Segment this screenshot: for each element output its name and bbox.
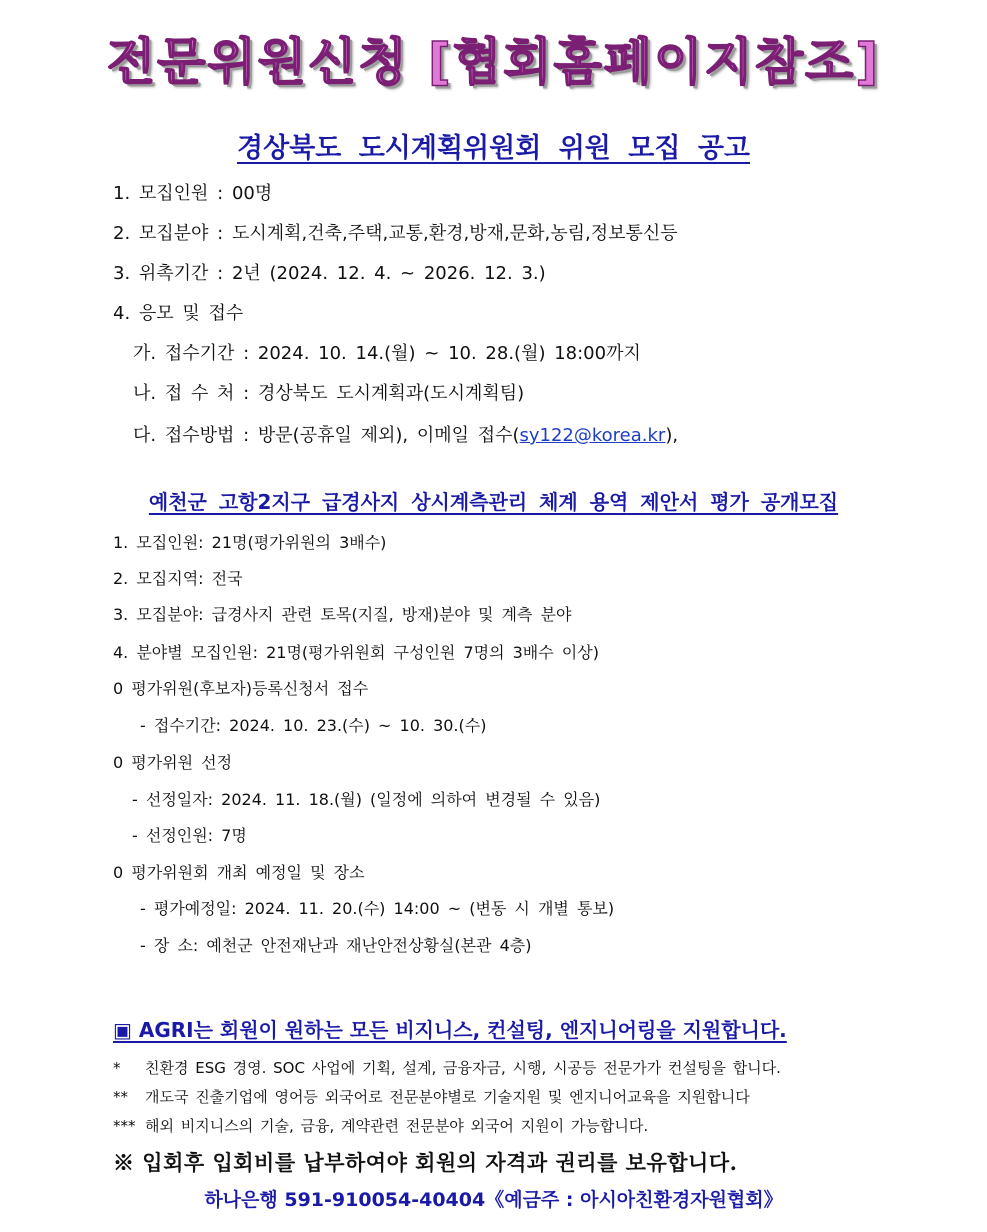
s2-item-meeting-date: - 평가예정일: 2024. 11. 20.(수) 14:00 ~ (변동 시 개별 통보) [140, 899, 615, 918]
agri-note-2 [113, 1087, 750, 1107]
s1-item-office: 나. 접 수 처 : 경상북도 도시계획과(도시계획팀) [133, 383, 525, 404]
s1-item-recruit-count: 1. 모집인원 : 00명 [113, 183, 273, 204]
s1-item-method [133, 424, 678, 448]
s1-item-apply: 4. 응모 및 접수 [113, 303, 244, 324]
s1-item-period: 가. 접수기간 : 2024. 10. 14.(월) ~ 10. 28.(월) 18:00까지 [133, 343, 641, 364]
s1-item-field: 2. 모집분야 : 도시계획,건축,주택,교통,환경,방재,문화,농림,정보통신등 [113, 223, 678, 244]
agri-note-1-text: 친환경 ESG 경영. SOC 사업에 기획, 설계, 금융자금, 시행, 시공등 전문가가 컨설팅을 합니다. [145, 1059, 781, 1077]
s2-item-field: 3. 모집분야: 급경사지 관련 토목(지질, 방재)분야 및 계측 분야 [113, 605, 572, 624]
email-link[interactable]: sy122@korea.kr [519, 425, 666, 446]
agri-note-1-mark: * [113, 1059, 121, 1077]
bank-account: 하나은행 591-910054-40404《예금주 : 아시아친환경자원협회》 [204, 1189, 783, 1211]
s2-item-meeting-place: - 장 소: 예천군 안전재난과 재난안전상황실(본관 4층) [140, 936, 532, 955]
membership-notice: ※ 입회후 입회비를 납부하여야 회원의 자격과 권리를 보유합니다. [113, 1150, 738, 1175]
agri-note-2-text: 개도국 진출기업에 영어등 외국어로 전문분야별로 기술지원 및 엔지니어교육을 지원합니다 [145, 1088, 750, 1106]
s1-item-term: 3. 위촉기간 : 2년 (2024. 12. 4. ~ 2026. 12. 3.) [113, 263, 546, 284]
agri-note-3-text: 해외 비지니스의 기술, 금융, 계약관련 전문분야 외국어 지원이 가능합니다. [145, 1117, 649, 1135]
section1-title: 경상북도 도시계획위원회 위원 모집 공고 [237, 133, 750, 164]
s2-item-meeting: 0 평가위원회 개최 예정일 및 장소 [113, 863, 365, 882]
s1-method-suffix: ), [665, 425, 679, 446]
banner-title: 전문위원신청 [협회홈페이지참조] [106, 33, 881, 91]
agri-note-2-mark: ** [113, 1088, 128, 1106]
s2-item-region: 2. 모집지역: 전국 [113, 569, 243, 588]
section2-title: 예천군 고항2지구 급경사지 상시계측관리 체계 용역 제안서 평가 공개모집 [148, 490, 839, 514]
agri-note-1 [113, 1058, 781, 1078]
s2-item-reg-period: - 접수기간: 2024. 10. 23.(수) ~ 10. 30.(수) [140, 716, 487, 735]
s2-item-selection: 0 평가위원 선정 [113, 753, 233, 772]
s2-item-selection-count: - 선정인원: 7명 [132, 826, 247, 845]
s2-item-registration: 0 평가위원(후보자)등록신청서 접수 [113, 679, 369, 698]
s2-item-count: 1. 모집인원: 21명(평가위원의 3배수) [113, 533, 387, 552]
agri-note-3-mark: *** [113, 1117, 136, 1135]
s1-method-prefix: 다. 접수방법 : 방문(공휴일 제외), 이메일 접수( [133, 425, 520, 446]
s2-item-field-count: 4. 분야별 모집인원: 21명(평가위원회 구성인원 7명의 3배수 이상) [113, 643, 599, 662]
agri-title: ▣ AGRI는 회원이 원하는 모든 비지니스, 컨설팅, 엔지니어링을 지원합니다. [113, 1018, 787, 1042]
agri-note-3 [113, 1116, 648, 1136]
s2-item-selection-date: - 선정일자: 2024. 11. 18.(월) (일정에 의하여 변경될 수 있음) [132, 790, 601, 809]
